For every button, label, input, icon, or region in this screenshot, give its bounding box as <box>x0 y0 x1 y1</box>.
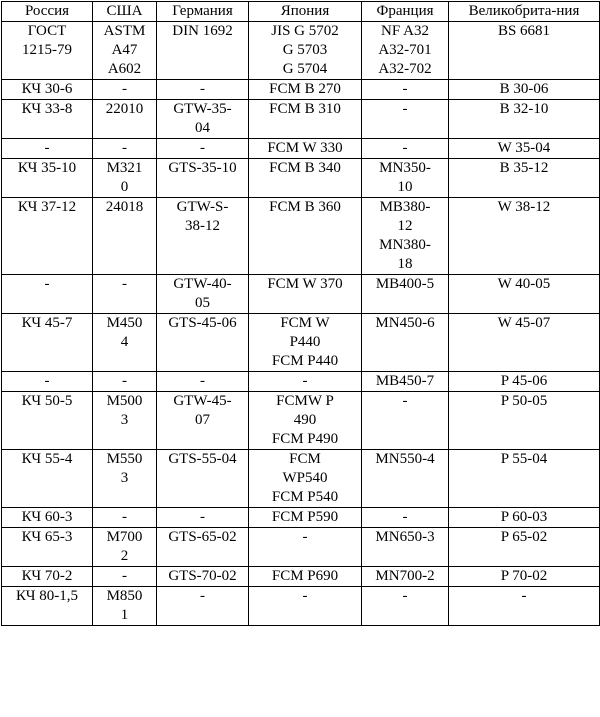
cell-uk <box>449 314 600 372</box>
cell-line: КЧ 35-10 <box>17 160 77 176</box>
cell-uk <box>449 275 600 314</box>
cell-france <box>362 139 449 159</box>
cell-line: КЧ 65-3 <box>21 529 73 545</box>
cell-line: MB380- <box>379 199 431 215</box>
cell-line: FCM P590 <box>271 509 339 525</box>
cell-line: P 65-02 <box>500 529 548 545</box>
cell-line: GTS-45-06 <box>168 315 237 331</box>
header-uk: Великобрита-ния <box>449 2 600 22</box>
cell-germany <box>157 567 249 587</box>
cell-uk <box>449 528 600 567</box>
cell-russia <box>2 139 93 159</box>
cell-line: MN380- <box>379 237 431 253</box>
cell-line: M500 <box>106 393 143 409</box>
cell-germany <box>157 587 249 626</box>
cell-line: M700 <box>106 529 143 545</box>
cell-line: - <box>122 509 127 525</box>
cell-japan <box>249 22 362 80</box>
cell-line: - <box>44 276 50 292</box>
cell-uk <box>449 139 600 159</box>
cell-usa <box>93 528 157 567</box>
cell-france <box>362 22 449 80</box>
cell-russia <box>2 198 93 275</box>
table-body <box>2 22 600 626</box>
cell-line: КЧ 30-6 <box>21 81 73 97</box>
cell-russia <box>2 392 93 450</box>
cell-line: GTW-35- <box>173 101 232 117</box>
cell-line: КЧ 55-4 <box>21 451 73 467</box>
cell-line: - <box>402 588 408 604</box>
cell-line: - <box>44 140 50 156</box>
cell-line: ГОСТ <box>27 23 67 39</box>
cell-line: MN450-6 <box>375 315 435 331</box>
cell-france <box>362 508 449 528</box>
cell-line: - <box>122 568 127 584</box>
cell-usa <box>93 100 157 139</box>
cell-line: - <box>200 509 205 525</box>
cell-line: W 38-12 <box>497 199 551 215</box>
cell-line: 2 <box>120 548 129 564</box>
cell-russia <box>2 80 93 100</box>
cell-line: P440 <box>289 334 321 350</box>
cell-line: GTW-45- <box>173 393 232 409</box>
cell-line: JIS G 5702 <box>271 23 339 39</box>
cell-line: КЧ 33-8 <box>21 101 73 117</box>
cell-line: 04 <box>195 120 210 136</box>
cell-germany <box>157 159 249 198</box>
cell-line: - <box>200 140 205 156</box>
cell-line: DIN 1692 <box>172 23 233 39</box>
table-row <box>2 528 600 567</box>
cell-line: M850 <box>106 588 143 604</box>
cell-line: B 35-12 <box>499 160 549 176</box>
cell-france <box>362 80 449 100</box>
cell-line: FCM B 270 <box>269 81 341 97</box>
cell-line: 3 <box>120 412 129 428</box>
cell-usa <box>93 80 157 100</box>
cell-line: - <box>122 140 127 156</box>
cell-line: FCMW P <box>276 393 334 409</box>
cell-usa <box>93 372 157 392</box>
cell-line: - <box>44 373 50 389</box>
cell-usa <box>93 275 157 314</box>
cell-germany <box>157 80 249 100</box>
cell-germany <box>157 139 249 159</box>
table-row <box>2 372 600 392</box>
header-japan: Япония <box>249 2 362 22</box>
cell-line: M450 <box>106 315 143 331</box>
cell-line: GTW-S- <box>176 199 229 215</box>
cell-line: 10 <box>397 179 413 195</box>
cell-line: WP540 <box>282 470 328 486</box>
cell-usa <box>93 314 157 372</box>
cell-line: FCM <box>289 451 321 467</box>
cell-russia <box>2 528 93 567</box>
cell-uk <box>449 587 600 626</box>
cell-france <box>362 587 449 626</box>
cell-russia <box>2 159 93 198</box>
table-row <box>2 159 600 198</box>
table-row <box>2 587 600 626</box>
cell-russia <box>2 275 93 314</box>
cell-line: GTS-35-10 <box>168 160 237 176</box>
cell-uk <box>449 372 600 392</box>
cell-russia <box>2 314 93 372</box>
cell-russia <box>2 372 93 392</box>
cell-line: - <box>122 81 127 97</box>
cell-russia <box>2 567 93 587</box>
cell-line: FCM B 360 <box>269 199 341 215</box>
cell-germany <box>157 392 249 450</box>
cell-line: 1 <box>120 607 129 623</box>
cell-usa <box>93 159 157 198</box>
cell-russia <box>2 587 93 626</box>
cell-germany <box>157 198 249 275</box>
cell-line: GTS-55-04 <box>168 451 237 467</box>
cell-line: P 50-05 <box>500 393 548 409</box>
cell-japan <box>249 159 362 198</box>
cell-france <box>362 567 449 587</box>
cell-japan <box>249 80 362 100</box>
cell-line: MB400-5 <box>375 276 435 292</box>
cell-line: - <box>402 140 408 156</box>
cell-line: - <box>122 276 127 292</box>
cell-line: 4 <box>120 334 129 350</box>
cell-uk <box>449 450 600 508</box>
cell-line: - <box>402 81 408 97</box>
cell-usa <box>93 22 157 80</box>
cell-line: FCM W <box>280 315 330 331</box>
cell-line: 24018 <box>105 199 144 215</box>
cell-line: FCM W 370 <box>267 276 343 292</box>
cell-line: - <box>402 101 408 117</box>
cell-line: ASTM <box>103 23 146 39</box>
cell-germany <box>157 314 249 372</box>
cell-line: 05 <box>195 295 210 311</box>
cell-france <box>362 314 449 372</box>
cell-line: A32-701 <box>378 42 432 58</box>
cell-line: FCM W 330 <box>267 140 343 156</box>
cell-line: - <box>200 588 205 604</box>
cell-line: - <box>521 588 527 604</box>
cell-line: MN550-4 <box>375 451 435 467</box>
cell-line: - <box>302 529 308 545</box>
cell-japan <box>249 198 362 275</box>
cell-uk <box>449 198 600 275</box>
cell-line: P 55-04 <box>500 451 548 467</box>
cell-line: P 60-03 <box>500 509 548 525</box>
cell-line: BS 6681 <box>497 23 551 39</box>
cell-russia <box>2 508 93 528</box>
cell-russia <box>2 450 93 508</box>
cell-line: A32-702 <box>378 61 432 77</box>
cell-line: M550 <box>106 451 143 467</box>
cell-france <box>362 450 449 508</box>
cell-usa <box>93 450 157 508</box>
cell-line: - <box>200 373 205 389</box>
table-row <box>2 275 600 314</box>
cell-japan <box>249 314 362 372</box>
cell-usa <box>93 587 157 626</box>
table-row <box>2 22 600 80</box>
cell-france <box>362 100 449 139</box>
cell-uk <box>449 22 600 80</box>
cell-germany <box>157 22 249 80</box>
cell-line: 1215-79 <box>22 42 72 58</box>
cell-line: 38-12 <box>185 218 220 234</box>
cell-line: GTW-40- <box>173 276 232 292</box>
cell-france <box>362 372 449 392</box>
cell-uk <box>449 508 600 528</box>
header-usa: США <box>93 2 157 22</box>
cell-line: КЧ 80-1,5 <box>15 588 79 604</box>
table-row <box>2 450 600 508</box>
cell-line: A602 <box>107 61 142 77</box>
cell-line: - <box>200 81 205 97</box>
cell-france <box>362 198 449 275</box>
table-row <box>2 314 600 372</box>
cell-line: MN350- <box>379 160 431 176</box>
table-row <box>2 139 600 159</box>
cell-uk <box>449 567 600 587</box>
cell-line: - <box>302 588 308 604</box>
cell-line: W 35-04 <box>497 140 551 156</box>
cell-line: MN650-3 <box>375 529 435 545</box>
cell-line: MN700-2 <box>375 568 435 584</box>
cell-line: G 5703 <box>282 42 328 58</box>
cell-usa <box>93 198 157 275</box>
cell-line: - <box>402 509 408 525</box>
cell-line: - <box>302 373 308 389</box>
cell-line: B 32-10 <box>499 101 549 117</box>
cell-japan <box>249 587 362 626</box>
cell-japan <box>249 275 362 314</box>
cell-germany <box>157 372 249 392</box>
cell-japan <box>249 508 362 528</box>
cell-usa <box>93 139 157 159</box>
cell-line: КЧ 60-3 <box>21 509 73 525</box>
header-germany: Германия <box>157 2 249 22</box>
cell-line: M321 <box>106 160 143 176</box>
table-row <box>2 392 600 450</box>
cell-france <box>362 275 449 314</box>
cell-line: 490 <box>293 412 317 428</box>
cell-line: FCM P490 <box>271 431 339 447</box>
cell-line: 12 <box>397 218 413 234</box>
cell-line: КЧ 70-2 <box>21 568 73 584</box>
cell-line: FCM P440 <box>271 353 339 369</box>
header-france: Франция <box>362 2 449 22</box>
table-row <box>2 567 600 587</box>
cell-japan <box>249 100 362 139</box>
cell-line: 07 <box>195 412 210 428</box>
cell-germany <box>157 528 249 567</box>
cell-line: FCM P690 <box>271 568 339 584</box>
table-row <box>2 198 600 275</box>
cell-line: FCM P540 <box>271 489 339 505</box>
cell-line: B 30-06 <box>499 81 549 97</box>
cell-japan <box>249 392 362 450</box>
cell-line: G 5704 <box>282 61 328 77</box>
cell-japan <box>249 567 362 587</box>
cell-line: - <box>402 393 408 409</box>
cell-russia <box>2 100 93 139</box>
cell-germany <box>157 100 249 139</box>
cell-line: FCM B 310 <box>269 101 341 117</box>
table-row <box>2 80 600 100</box>
cell-japan <box>249 139 362 159</box>
cell-line: - <box>122 373 127 389</box>
cell-line: P 70-02 <box>500 568 548 584</box>
cell-france <box>362 159 449 198</box>
cell-line: GTS-70-02 <box>168 568 237 584</box>
cell-line: NF A32 <box>381 23 429 39</box>
table-row <box>2 508 600 528</box>
cell-line: GTS-65-02 <box>168 529 237 545</box>
cell-line: W 40-05 <box>497 276 551 292</box>
cell-usa <box>93 508 157 528</box>
cell-japan <box>249 450 362 508</box>
cell-line: 3 <box>120 470 129 486</box>
cell-uk <box>449 392 600 450</box>
cell-line: W 45-07 <box>497 315 551 331</box>
cell-line: P 45-06 <box>500 373 548 389</box>
cell-france <box>362 392 449 450</box>
cell-usa <box>93 567 157 587</box>
cell-france <box>362 528 449 567</box>
cell-line: КЧ 45-7 <box>21 315 73 331</box>
cell-line: КЧ 50-5 <box>21 393 73 409</box>
cell-uk <box>449 159 600 198</box>
cell-line: 22010 <box>105 101 144 117</box>
cell-line: FCM B 340 <box>269 160 341 176</box>
cell-line: A47 <box>111 42 138 58</box>
cell-usa <box>93 392 157 450</box>
standards-table <box>1 1 600 626</box>
cell-uk <box>449 100 600 139</box>
cell-germany <box>157 508 249 528</box>
header-row <box>2 2 600 22</box>
cell-uk <box>449 80 600 100</box>
header-russia: Россия <box>2 2 93 22</box>
cell-line: 0 <box>120 179 129 195</box>
cell-line: 18 <box>397 256 413 272</box>
cell-germany <box>157 450 249 508</box>
cell-russia <box>2 22 93 80</box>
cell-line: MB450-7 <box>375 373 435 389</box>
table-row <box>2 100 600 139</box>
cell-germany <box>157 275 249 314</box>
cell-japan <box>249 528 362 567</box>
cell-japan <box>249 372 362 392</box>
cell-line: КЧ 37-12 <box>17 199 77 215</box>
